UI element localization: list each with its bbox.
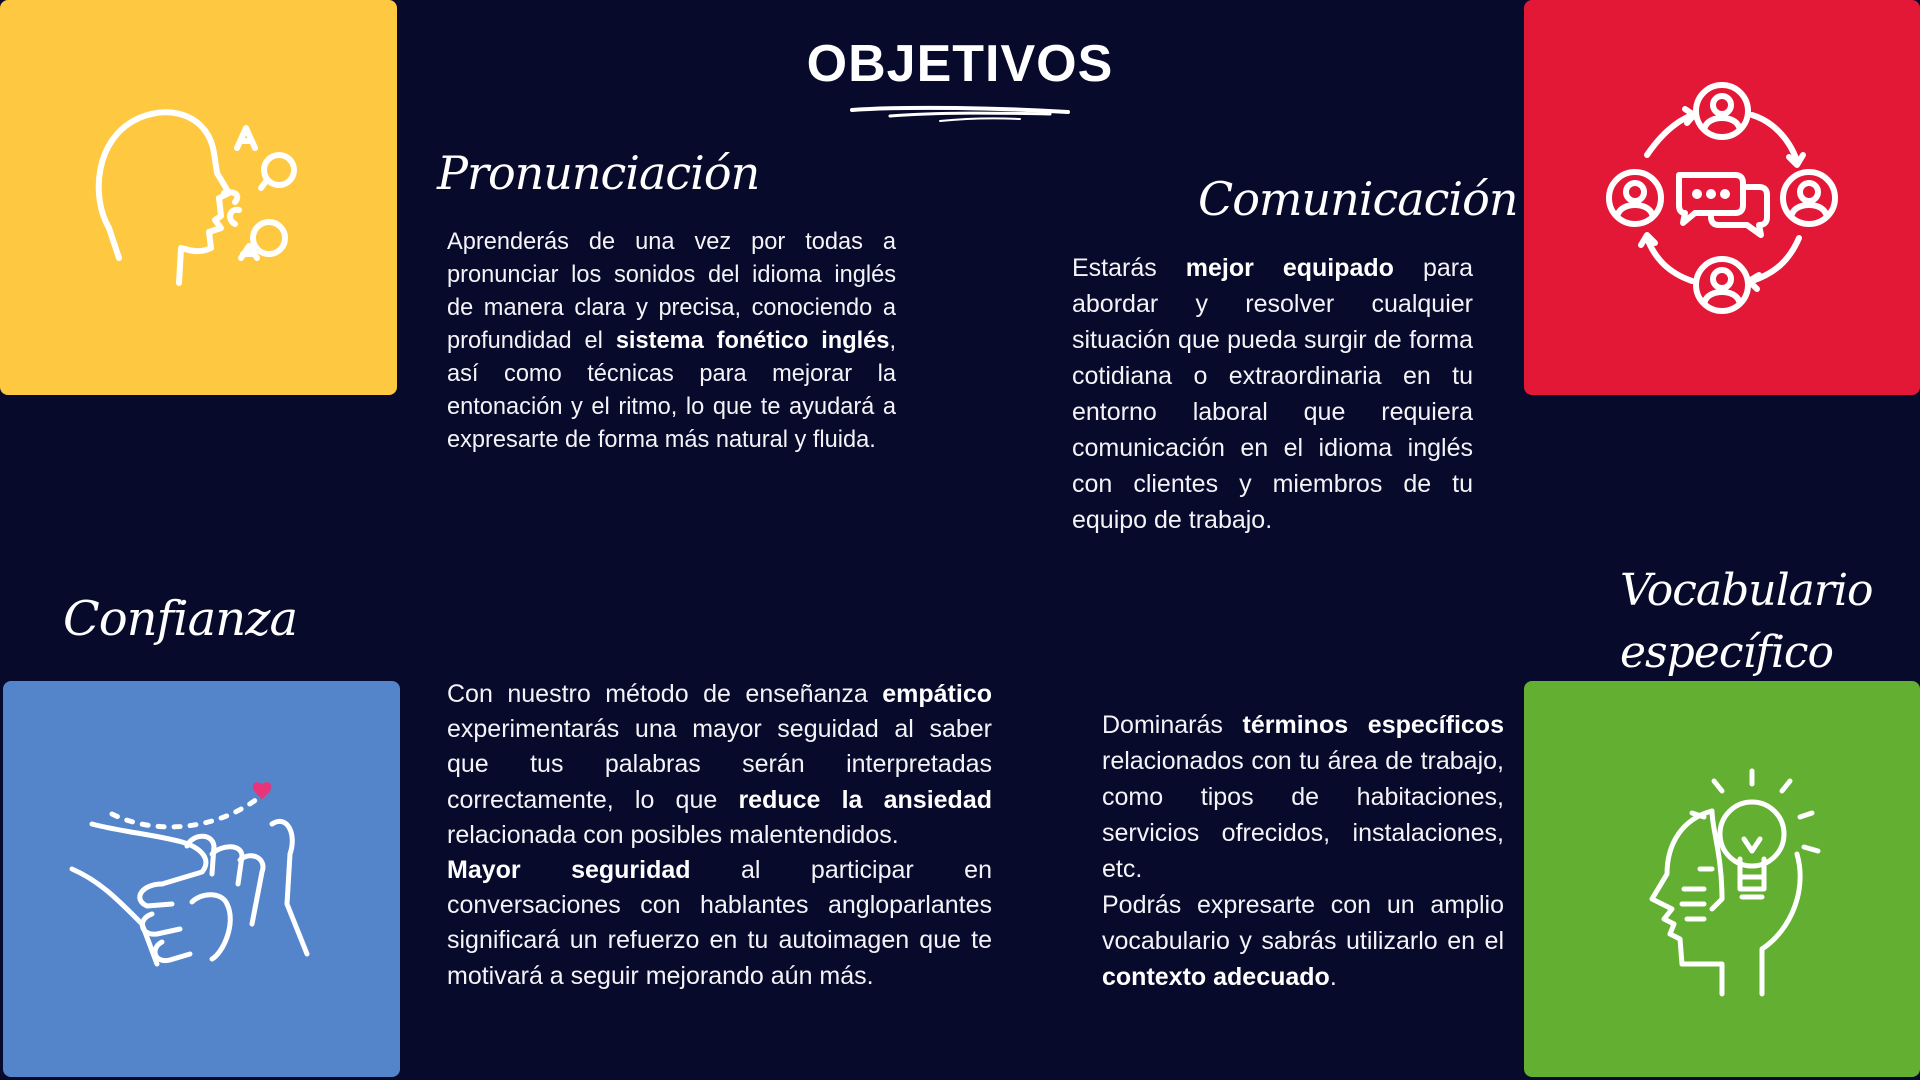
head-lightbulb-icon [1612,759,1832,999]
text-segment: para abordar y resolver cualquier situación que pueda surgir de forma cotidiana o extraordinaria en tu entorno laboral que requiera comunicación en el idioma inglés con clientes y miembros de tu equipo de trabajo. [1072,254,1474,534]
confidence-paragraph-2 [447,853,992,994]
text-segment: al participar en conversaciones con hablantes angloparlantes significará un refuerzo en tu autoimagen que te motivará a seguir mejorando aún más. [447,856,992,990]
bold-segment: sistema fonético inglés [615,328,890,354]
pinky-promise-icon [62,764,342,994]
communication-paragraph [1072,250,1473,538]
bold-segment: reduce la ansiedad [738,785,992,814]
bold-segment: Mayor seguridad [447,856,691,885]
vocabulary-paragraph [1102,707,1504,995]
pronunciation-tile [0,0,397,395]
bold-segment: empático [882,680,992,708]
confidence-paragraph [447,677,992,994]
text-segment: Podrás expresarte con un amplio vocabulario y sabrás utilizarlo en el [1102,891,1504,955]
pronunciation-paragraph [447,226,896,457]
vocabulary-tile [1524,681,1920,1077]
vocabulary-heading [1620,560,1920,684]
speaking-head-icon [89,98,309,298]
text-segment: , así como técnicas para mejorar la entonación y el ritmo, lo que te ayudará a expresarte de forma más natural y fluida. [447,328,896,453]
people-chat-cycle-icon [1607,83,1837,313]
bold-segment: mejor equipado [1185,254,1394,282]
vocabulary-paragraph-2 [1102,887,1504,995]
text-segment: relacionada con posibles malentendidos. [447,820,899,849]
confidence-paragraph-1 [447,677,992,853]
title-underline [850,104,1070,126]
text-segment: Dominarás [1102,711,1243,739]
confidence-heading: Confianza [63,591,298,647]
bold-segment: contexto adecuado [1102,963,1330,991]
bold-segment: términos específicos [1242,711,1504,739]
text-segment: experimentarás una mayor seguidad al saber que tus palabras serán interpretadas correctamente, lo que [447,715,992,814]
communication-heading: Comunicación [1198,172,1518,226]
vocabulary-paragraph-1 [1102,707,1504,887]
pronunciation-heading: Pronunciación [437,146,760,200]
vocabulary-heading-line2: específico [1620,627,1834,678]
page-title: OBJETIVOS [806,35,1114,93]
vocabulary-heading-line1: Vocabulario [1620,565,1873,616]
text-segment: Aprenderás de una vez por todas a pronunciar los sonidos del idioma inglés de manera clara y precisa, conociendo a profundidad el [447,229,896,354]
text-segment: Con nuestro método de enseñanza [447,680,883,708]
confidence-tile [3,681,400,1077]
text-segment: relacionados con tu área de trabajo, como tipos de habitaciones, servicios ofrecidos, instalaciones, etc. [1102,747,1504,883]
text-segment: Estarás [1072,254,1186,282]
text-segment: . [1329,963,1337,991]
communication-tile [1524,0,1920,395]
